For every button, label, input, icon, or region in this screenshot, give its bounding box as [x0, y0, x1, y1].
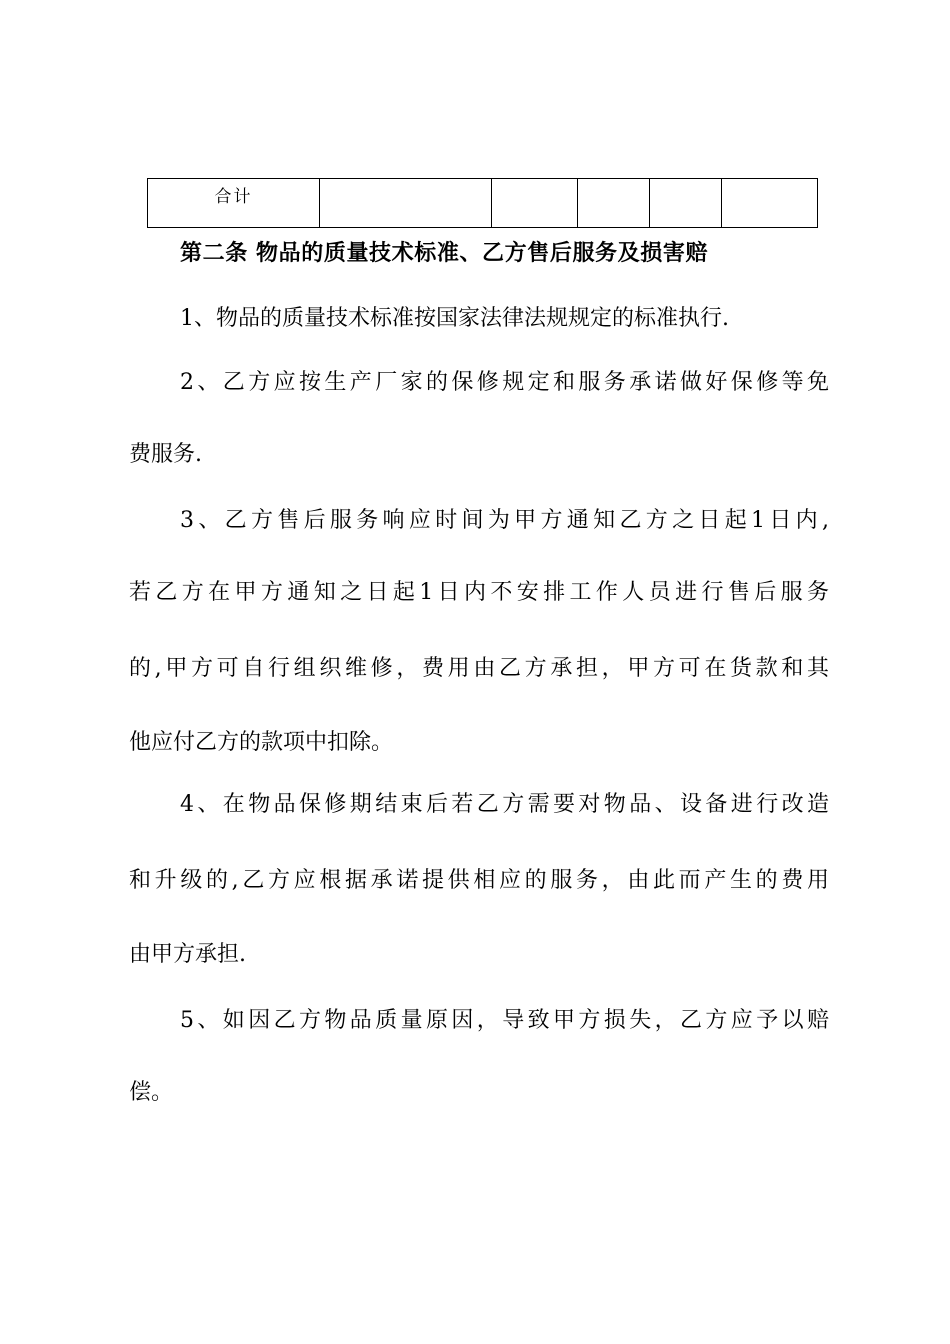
paragraph-3-line-2: 若乙方在甲方通知之日起1日内不安排工作人员进行售后服务 [129, 580, 829, 605]
total-row [148, 179, 818, 228]
paragraph-3-line-3: 的,甲方可自行组织维修，费用由乙方承担，甲方可在货款和其 [129, 656, 829, 681]
paragraph-2-line-1: 2、乙方应按生产厂家的保修规定和服务承诺做好保修等免 [180, 370, 829, 395]
table-cell [320, 179, 492, 228]
paragraph-3-line-1: 3、乙方售后服务响应时间为甲方通知乙方之日起1日内, [180, 508, 829, 533]
section-heading: 第二条 物品的质量技术标准、乙方售后服务及损害赔 [180, 240, 709, 266]
paragraph-5-line-2: 偿。 [129, 1080, 174, 1105]
table-cell [578, 179, 650, 228]
paragraph-4-line-1: 4、在物品保修期结束后若乙方需要对物品、设备进行改造 [180, 792, 829, 817]
total-label-cell: 合计 [148, 179, 320, 228]
paragraph-5-line-1: 5、如因乙方物品质量原因，导致甲方损失，乙方应予以赔 [180, 1008, 829, 1033]
table-cell [722, 179, 818, 228]
paragraph-2-line-2: 费服务. [129, 442, 202, 467]
paragraph-3-line-4: 他应付乙方的款项中扣除。 [129, 730, 394, 755]
table-cell [492, 179, 578, 228]
paragraph-1-line-1: 1、物品的质量技术标准按国家法律法规规定的标准执行. [180, 306, 729, 331]
table-cell [650, 179, 722, 228]
paragraph-4-line-2: 和升级的,乙方应根据承诺提供相应的服务，由此而产生的费用 [129, 868, 829, 893]
paragraph-4-line-3: 由甲方承担. [129, 942, 246, 967]
summary-table [147, 178, 818, 228]
